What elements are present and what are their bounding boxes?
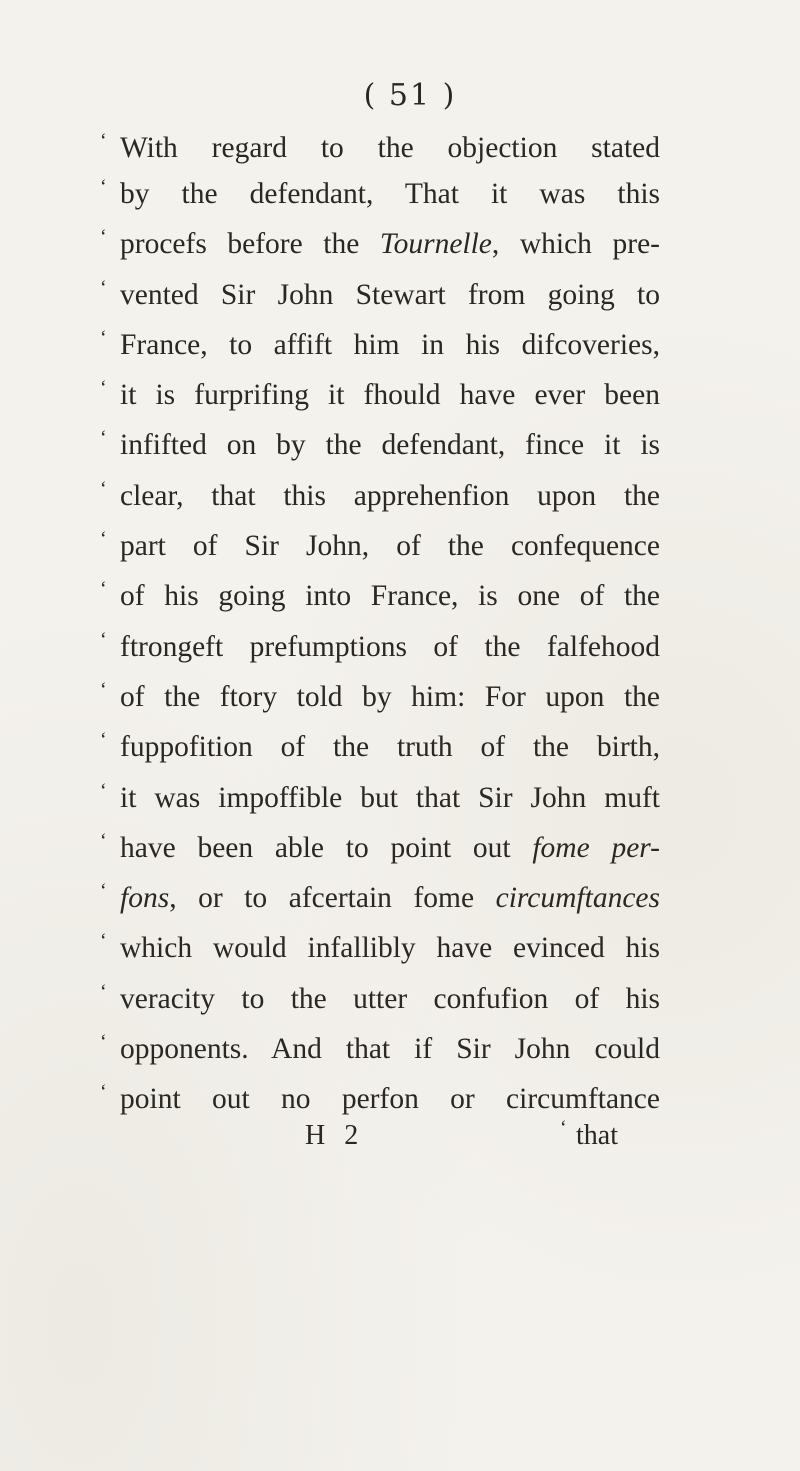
text-line: [100, 580, 660, 630]
line-text: [120, 782, 660, 815]
text-run: it was impoffible but that Sir John muft: [120, 781, 660, 814]
quote-mark: ‘: [100, 1081, 107, 1104]
quote-mark: ‘: [100, 678, 107, 701]
text-run: by the defendant, That it was this: [120, 178, 660, 210]
text-line: [100, 932, 660, 982]
text-line: [100, 1033, 660, 1083]
signature-mark: H 2: [305, 1120, 365, 1151]
text-run: infifted on by the defendant, fince it is: [120, 429, 660, 462]
page-footer: [0, 1117, 800, 1160]
text-line: [100, 379, 660, 429]
text-run: ftrongeft prefumptions of the falfehood: [120, 630, 660, 663]
line-text: [120, 1083, 660, 1116]
text-run: of his going into France, is one of the: [120, 580, 660, 613]
quote-mark: ‘: [100, 1031, 107, 1054]
line-text: [120, 530, 660, 563]
text-line: [100, 429, 660, 479]
text-run: France, to affift him in his difcoveries,: [120, 328, 660, 361]
text-run: With regard to the objection stated: [120, 132, 660, 164]
text-line: [100, 276, 660, 329]
quote-mark: ‘: [100, 578, 107, 601]
text-line: [100, 882, 660, 932]
text-line: [100, 980, 660, 1033]
text-line: [100, 829, 661, 882]
line-text: [120, 480, 660, 513]
quote-mark: ‘: [100, 729, 107, 752]
line-text: [120, 429, 660, 462]
quote-mark: ‘: [100, 377, 107, 400]
line-text: [120, 832, 660, 865]
quote-mark: ‘: [100, 226, 107, 249]
quote-mark: ‘: [100, 326, 107, 349]
quote-mark: ‘: [100, 980, 107, 1003]
text-line: [100, 228, 660, 278]
quote-mark: ‘: [100, 276, 107, 299]
quote-mark: ‘: [100, 628, 107, 651]
text-run: opponents. And that if Sir John could: [120, 1033, 660, 1066]
text-run: , or to afcertain fome: [169, 882, 496, 915]
italic-text-run: circumftances: [495, 882, 660, 915]
line-text: [120, 279, 660, 312]
text-run: which would infallibly have evinced his: [120, 932, 660, 965]
quote-mark: ‘: [100, 176, 107, 198]
line-text: [120, 580, 660, 613]
quote-mark: ‘: [100, 477, 107, 500]
text-run: point out no perfon or circumftance: [120, 1083, 660, 1116]
text-line: [100, 628, 660, 681]
quote-mark: ‘: [100, 829, 107, 852]
catchword-text: that: [576, 1120, 618, 1151]
text-run: veracity to the utter confufion of his: [120, 982, 660, 1015]
quote-mark: ‘: [100, 427, 107, 450]
text-run: clear, that this apprehenfion upon the: [120, 479, 660, 512]
italic-text-run: fons: [120, 882, 170, 915]
quote-mark: ‘: [100, 779, 107, 802]
text-line: [100, 731, 660, 781]
text-line: [100, 779, 660, 832]
italic-text-run: Tournelle: [379, 228, 492, 261]
text-run: fuppofition of the truth of the birth,: [120, 731, 660, 764]
line-text: [120, 329, 660, 362]
text-block: [100, 132, 660, 1134]
text-line: [100, 678, 660, 731]
line-text: [120, 731, 660, 764]
line-text: [120, 882, 660, 915]
line-text: [120, 178, 660, 211]
quote-mark: ‘: [560, 1117, 567, 1139]
text-line: [100, 477, 660, 530]
line-text: [120, 932, 660, 965]
line-text: [120, 983, 660, 1016]
line-text: [116, 132, 660, 165]
text-run: vented Sir John Stewart from going to: [120, 278, 660, 311]
line-text: [120, 681, 660, 714]
text-run: , which pre-: [491, 228, 660, 261]
text-line: [100, 326, 660, 379]
line-text: [120, 228, 660, 261]
line-text: [120, 379, 660, 412]
text-line: [100, 530, 660, 580]
page-number: ( 51 ): [363, 78, 457, 113]
text-run: procefs before the: [120, 228, 380, 261]
catchword: [560, 1117, 618, 1152]
text-line: [100, 132, 660, 178]
text-run: of the ftory told by him: For upon the: [120, 680, 660, 713]
quote-mark: ‘: [100, 130, 107, 152]
quote-mark: ‘: [100, 528, 107, 551]
italic-text-run: fome per-: [532, 831, 661, 864]
quote-mark: ‘: [100, 880, 107, 903]
text-run: part of Sir John, of the confequence: [120, 530, 660, 563]
line-text: [120, 1033, 660, 1066]
text-run: it is furprifing it fhould have ever been: [120, 379, 660, 412]
text-run: have been able to point out: [120, 831, 533, 864]
text-line: [100, 178, 660, 228]
line-text: [120, 631, 660, 664]
quote-mark: ‘: [100, 930, 107, 953]
